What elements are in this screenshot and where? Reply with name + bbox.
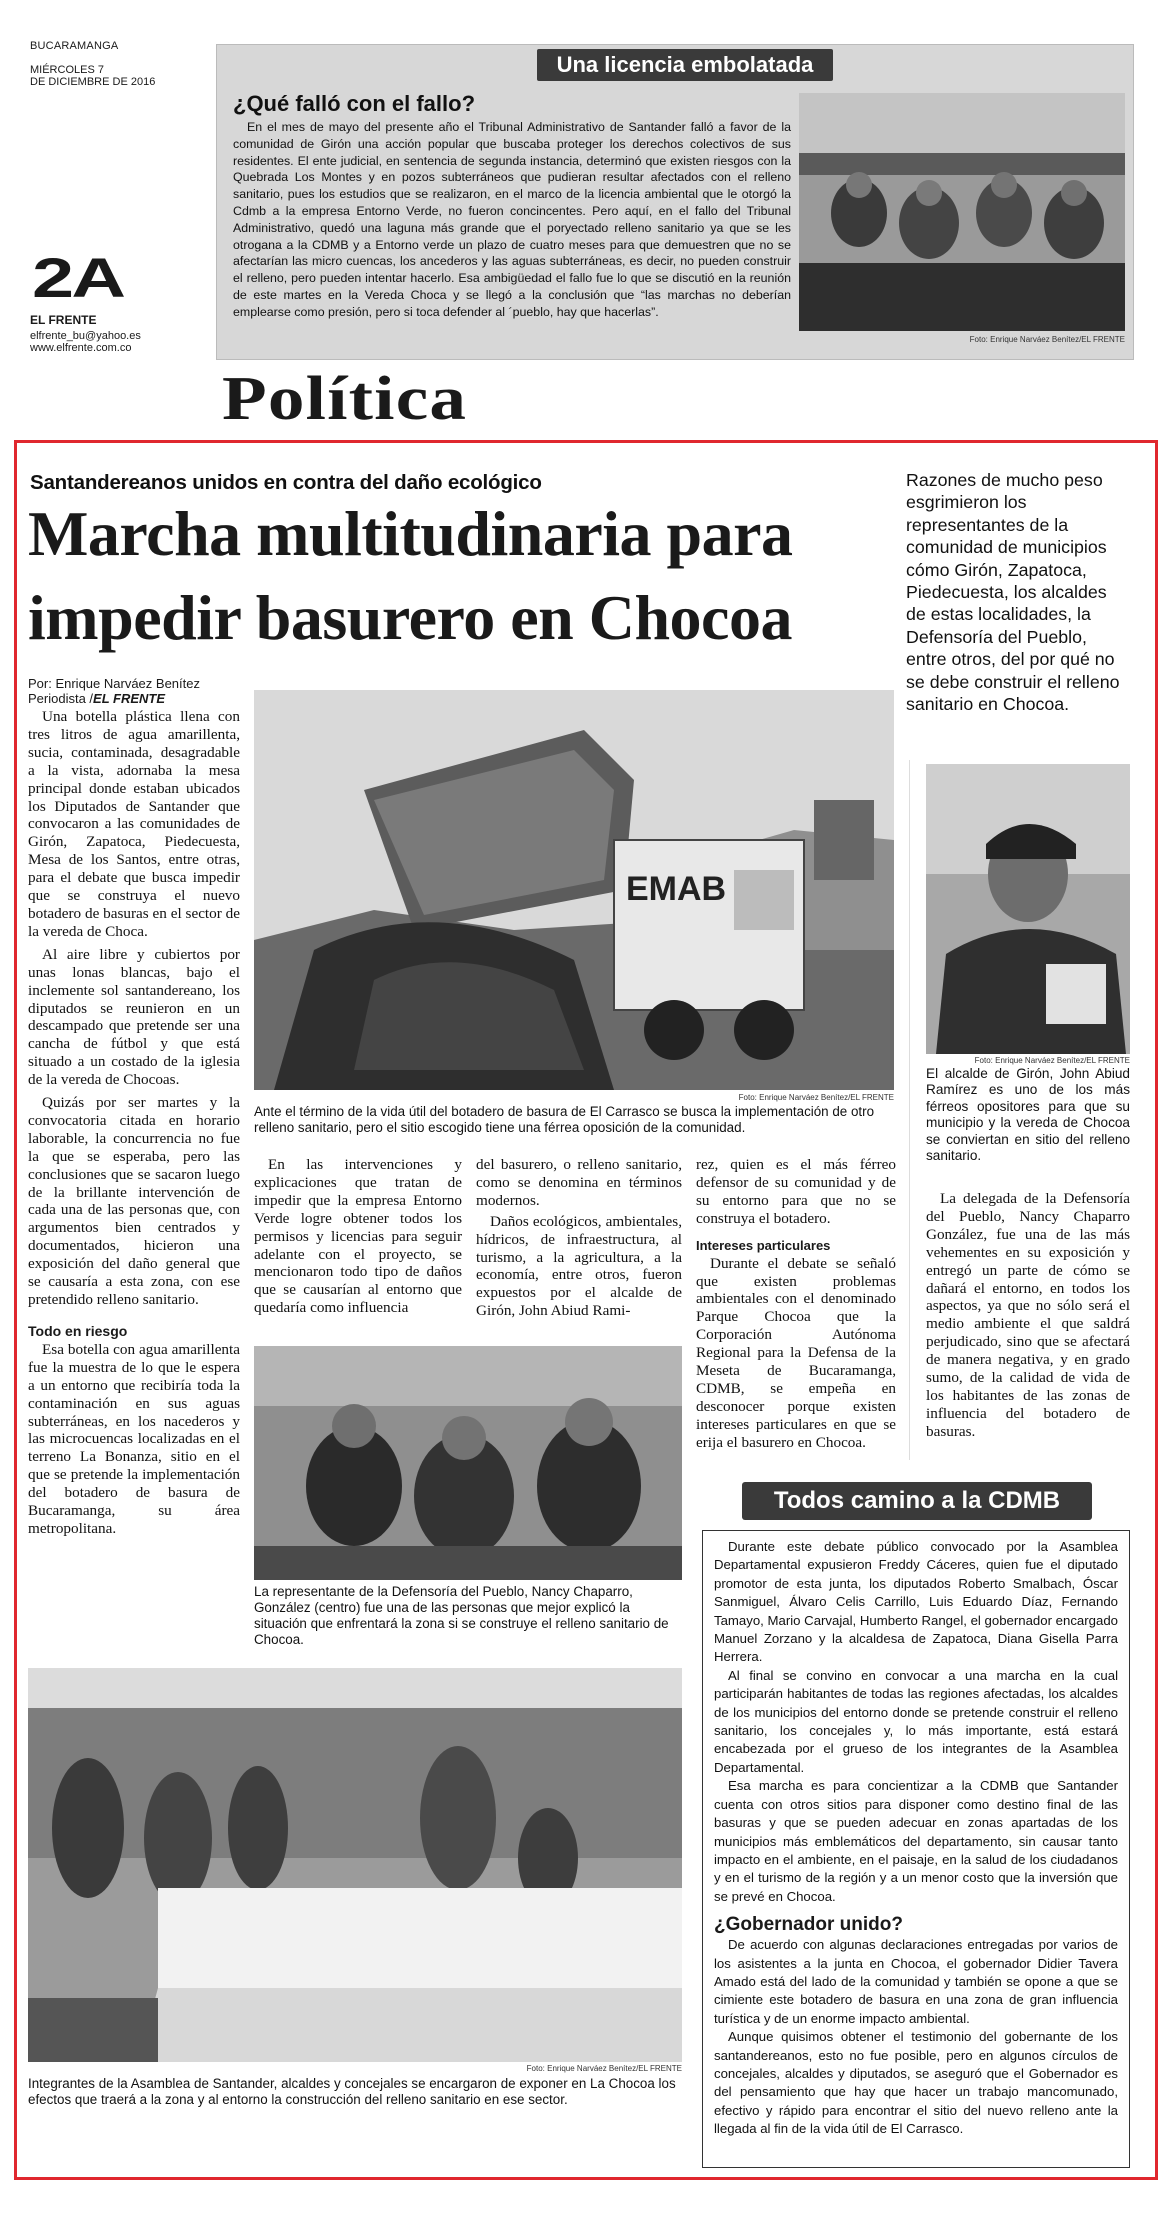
column-3 — [476, 1156, 682, 1320]
article-headline-2: impedir basurero en Chocoa — [28, 582, 792, 653]
col1-para-1: Una botella plástica llena con tres litros de agua amarillenta, sucia, contaminada, desagradable a la vista, adornaba la mesa principal donde estaban ubicados los Diputados de Santander que convocaron a las comunidades de Girón, Zapatoca, Piedecuesta, Mesa de los Santos, entre otras, para el debate que busca impedir que se construya el nuevo botadero de basuras en el sector de la vereda de Choca. — [28, 708, 240, 940]
column-5 — [926, 1190, 1130, 1441]
col2-para-1: En las intervenciones y explicaciones que tratan de impedir que la empresa Entorno Verde logre obtener todos los permisos y licencias para seguir adelante con el proyecto, se mencionaron todo tipo de daños que se causarían al entorno que quedaría como influencia — [254, 1156, 462, 1317]
defensoria-caption: La representante de la Defensoría del Pueblo, Nancy Chaparro, González (centro) fue una de las personas que mejor explicó la situación que enfrentará la zona si se construye el relleno sanitario de Chocoa. — [254, 1584, 669, 1647]
dump-truck-photo — [254, 690, 894, 1090]
col3-para-1: del basurero, o relleno sanitario, como se denomina en términos modernos. — [476, 1156, 682, 1209]
subhead-riesgo: Todo en riesgo — [28, 1322, 128, 1339]
col3-para-2: Daños ecológicos, ambientales, hídricos, de infraestructura, al turismo, a la agricultura, a la economía, entre otros, fueron expuestos por el alcalde de Girón, John Abiud Rami- — [476, 1212, 682, 1320]
col5-para-1: La delegada de la Defensoría del Pueblo, Nancy Chaparro González, fue una de las más vehementes en su exposición y entregó un parte de cómo se dañará el entorno, en todos los aspectos, ya que no sólo será el medio ambiente el que saldrá perjudicado, sino que se afectará de manera negativa, y en grado sumo, de la calidad de vida de los habitantes de las zonas de influencia del botadero de basuras. — [926, 1190, 1130, 1440]
top-box-photo — [799, 93, 1125, 331]
sidebar-para-1: Durante este debate público convocado por la Asamblea Departamental expusieron Freddy Cáceres, quien fue el diputado promotor de esta junta, los diputados Roberto Smalbach, Óscar Sanmiguel, Álvaro Celis Carrillo, Luis Eduardo Díaz, Fernando Tamayo, Mario Carvajal, Humberto Rangel, el gobernador encargado Manuel Zorzano y la alcaldesa de Zapatoca, Diana Gisella Parra Herrera. — [714, 1539, 1118, 1665]
page-number-label: 2A — [32, 246, 124, 309]
paper-email: elfrente_bu@yahoo.es — [30, 330, 141, 342]
meeting-photo-graphic — [799, 93, 1125, 331]
byline — [28, 676, 248, 706]
article-kicker: Santandereanos unidos en contra del daño ecológico — [30, 471, 542, 494]
dump-truck-caption: Ante el término de la vida útil del botadero de basura de El Carrasco se busca la implementación de otro relleno sanitario, pero el sitio escogido tiene una férrea oposición de la comunidad. — [254, 1104, 875, 1135]
paper-website: www.elfrente.com.co — [30, 342, 132, 354]
top-box — [216, 44, 1134, 360]
page-number — [32, 246, 124, 309]
top-box-title: ¿Qué falló con el fallo? — [233, 91, 476, 116]
article-headline-1: Marcha multitudinaria para — [28, 498, 793, 569]
header-dateline — [30, 40, 210, 88]
column-2 — [254, 1156, 462, 1317]
mayor-credit: Foto: Enrique Narváez Benítez/EL FRENTE — [974, 1056, 1130, 1065]
day-label: MIÉRCOLES 7 — [30, 64, 104, 76]
column-4 — [696, 1156, 896, 1452]
sidebar-subtitle: ¿Gobernador unido? — [714, 1914, 903, 1936]
top-box-credit: Foto: Enrique Narváez Benítez/EL FRENTE — [969, 335, 1125, 344]
assembly-caption: Integrantes de la Asamblea de Santander, alcaldes y concejales se encargaron de exponer en La Chocoa los efectos que traerá a la zona y al entorno la construcción del relleno sanitario en ese sector. — [28, 2076, 676, 2107]
byline-role-row — [28, 691, 248, 706]
col4-para-1: rez, quien es el más férreo defensor de su comunidad y de su entorno para que no se construya el botadero. — [696, 1156, 896, 1227]
sidebar-para-2: Al final se convino en convocar a una marcha en la cual participarán habitantes de todas las regiones afectadas, los alcaldes de los municipios del entorno donde se pretende construir el relleno sanitario, los concejales y, lo más importante, está estará encabezada por el grueso de los integrantes de la Asamblea Departamental. — [714, 1667, 1118, 1775]
byline-author: Por: Enrique Narváez Benítez — [28, 676, 200, 691]
col1-para-3: Quizás por ser martes y la convocatoria citada en horario laborable, la concurrencia no fue la que se esperaba, pero las conclusiones que se sacaron luego de la brillante intervención de cada una de las personas que, con argumentos bien centrados y documentados, hicieron una exposición del daño general que se causaría a esta zona, con ese pretendido relleno sanitario. — [28, 1094, 240, 1308]
subhead-intereses: Intereses particulares — [696, 1237, 831, 1253]
sidebar-para-4: De acuerdo con algunas declaraciones entregadas por varios de los asistentes a la junta en Chocoa, el gobernador Didier Tavera Amado está del lado de la comunidad y también se opone a que se cimiente este botadero de basura en una zona de gran influencia turística y de un enorme impacto ambiental. — [714, 1937, 1118, 2026]
top-box-banner-text: Una licencia embolatada — [556, 52, 814, 77]
sidebar-para-5: Aunque quisimos obtener el testimonio del gobernante de los santandereanos, esto no fue posible, pero en algunos círculos de concejales, alcaldes y diputados, se aseguró que el Gobernador es del pensamiento que hay que hacer un trabajo mancomunado, efectivo y rápido para encontrar el sitio del nuevo relleno ante la llegada al fin de la vida útil de El Carrasco. — [714, 2029, 1118, 2137]
sidebar-content — [714, 1538, 1118, 2139]
defensoria-photo — [254, 1346, 682, 1580]
col4-para-2: Durante el debate se señaló que existen problemas ambientales con el denominado Parque Chocoa que la Corporación Autónoma Regional para la Defensa de la Meseta de Bucaramanga, CDMB, se empeña en desconocer porque existen intereses particulares en que se erija el basurero en Chocoa. — [696, 1254, 896, 1451]
section-title: Política — [222, 365, 468, 433]
dump-truck-credit: Foto: Enrique Narváez Benítez/EL FRENTE — [738, 1093, 894, 1102]
column-1 — [28, 708, 240, 1538]
date-label: DE DICIEMBRE DE 2016 — [30, 76, 156, 88]
col1-para-2: Al aire libre y cubiertos por unas lonas blancas, bajo el inclemente sol santandereano, los diputados se reunieron en un descampado que pretende ser una cancha de fútbol y que está situado a un costado de la iglesia de la vereda de Chocoas. — [28, 945, 240, 1089]
mayor-caption: El alcalde de Girón, John Abiud Ramírez es uno de los más férreos opositores para que su municipio y la vereda de Chocoa se conviertan en sitio del relleno sanitario. — [926, 1066, 1130, 1164]
top-box-body: En el mes de mayo del presente año el Tribunal Administrativo de Santander falló a favor de la comunidad de Girón una acción popular que buscaba proteger los derechos colectivos de sus residentes. El ente judicial, en sentencia de segunda instancia, determinó que existen riesgos con la Quebrada Los Montes y en pozos subterráneos que pudieran resultar afectados con el relleno sanitario, pues los estudios que se realizaron, en el marco de la licencia ambiental que le otorgó la Cdmb a la empresa Entorno Verde, no fueron concincentes. Pero aquí, en el fallo del Tribunal Administrativo, quedó una laguna más grande que el poryectado relleno sanitario ya que se les otrogana a la CDMB y a Entorno verde un plazo de cuatro meses para que demuestren que no se afectarían las micro cuencas, los ancederos y las aguas subterráneas, es decir, no pueden construir el relleno, pero pueden intentar hacerlo. Esa ambigüedad el fallo fue lo que se discutió en la reunión de este martes en la Vereda Choca y se llegó a la conclusión que “las marchas no deberían emplearse como presión, pero si toca defender al ´pueblo, hay que hacerlas”. — [233, 120, 791, 319]
mayor-photo — [926, 764, 1130, 1054]
sidebar-banner-text: Todos camino a la CDMB — [773, 1487, 1061, 1514]
byline-paper: EL FRENTE — [93, 691, 166, 706]
assembly-photo — [28, 1668, 682, 2062]
defensoria-graphic — [254, 1346, 682, 1580]
paper-name: EL FRENTE — [30, 313, 97, 327]
mayor-graphic — [926, 764, 1130, 1054]
byline-role: Periodista / — [28, 691, 94, 706]
truck-logo-text: EMAB — [626, 870, 727, 908]
assembly-graphic — [28, 1668, 682, 2062]
article-lead-text: Razones de mucho peso esgrimieron los representantes de la comunidad de municipios cómo Girón, Zapatoca, Piedecuesta, los alcaldes de estas localidades, la Defensoría del Pueblo, entre otros, del por qué no se debe construir el relleno sanitario en Chocoa. — [906, 470, 1120, 715]
dump-truck-graphic — [254, 690, 894, 1090]
article-lead — [906, 469, 1128, 715]
top-box-banner — [537, 49, 833, 81]
sidebar-banner — [742, 1482, 1092, 1520]
col1-para-4: Esa botella con agua amarillenta fue la muestra de lo que le espera a un entorno que recibiría toda la contaminación en sus aguas subterráneas, en los nacederos y las microcuencas localizadas en el terreno La Bonanza, sitio en el que se pretende la implementación del botadero de basura de Bucaramanga, su área metropolitana. — [28, 1340, 240, 1537]
paper-info — [30, 313, 220, 354]
sidebar-para-3: Esa marcha es para concientizar a la CDMB que Santander cuenta con otros sitios para disponer como destino final de las basuras y que se pueden adecuar en zonas apartadas de los municipios más emblemáticos del departamento, sin causar tanto impacto en el ambiente, en el paisaje, en la salud de los ciudadanos y en el turismo de la región y a un menor costo que la inversión que se prevé en Chocoa. — [714, 1778, 1118, 1904]
city-label: BUCARAMANGA — [30, 40, 119, 52]
column-rule — [909, 760, 910, 1460]
assembly-credit: Foto: Enrique Narváez Benítez/EL FRENTE — [526, 2064, 682, 2073]
